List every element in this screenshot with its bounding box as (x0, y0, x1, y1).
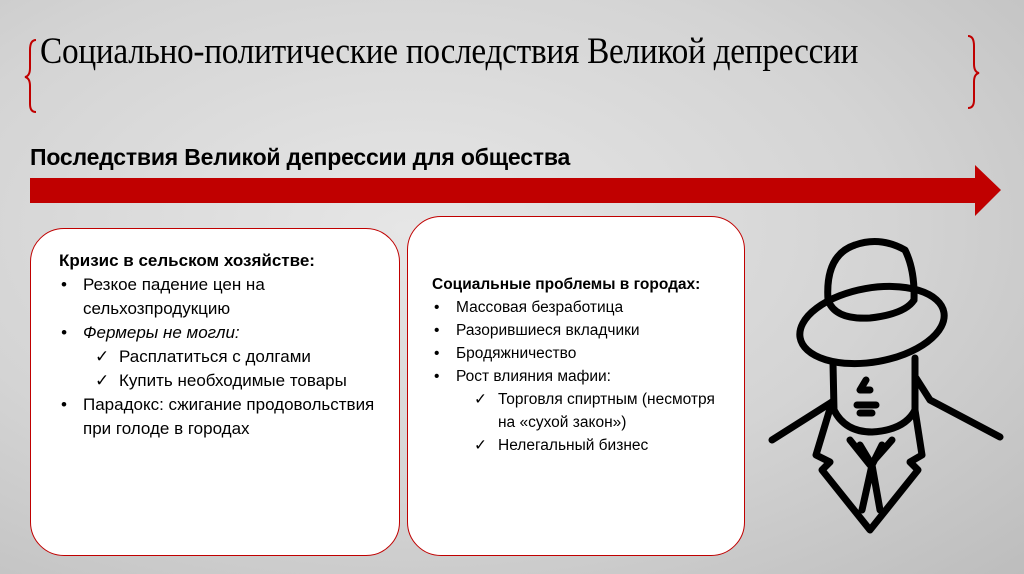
list-item: • Фермеры не могли: (59, 321, 381, 345)
check-icon: ✓ (474, 391, 487, 408)
urban-problems-card (407, 216, 745, 556)
check-item-text: Купить необходимые товары (119, 371, 347, 390)
page-title: Социально-политические последствия Великой депрессии (40, 31, 859, 72)
check-item (59, 345, 381, 369)
check-icon: ✓ (95, 347, 110, 366)
right-brace-icon (968, 36, 979, 108)
man-in-hat-icon (772, 241, 1000, 530)
check-icon: ✓ (474, 437, 487, 454)
check-item-text: Торговля спиртным (несмотря на «сухой закон») (498, 391, 715, 431)
section-subtitle: Последствия Великой депрессии для общества (30, 144, 571, 170)
check-icon: ✓ (95, 371, 110, 390)
agriculture-crisis-card (30, 228, 400, 556)
list-item: • Разорившиеся вкладчики (432, 319, 730, 342)
list-item: • Массовая безработица (432, 296, 730, 319)
list-item: • Парадокс: сжигание продовольствия при голоде в городах (59, 393, 381, 441)
card-heading: Социальные проблемы в городах: (432, 276, 701, 293)
card-heading: Кризис в сельском хозяйстве: (59, 251, 315, 270)
check-item (432, 434, 730, 457)
red-arrow (30, 165, 1001, 216)
check-item (59, 369, 381, 393)
check-item (432, 388, 730, 434)
left-brace-icon (25, 40, 36, 112)
check-item-text: Расплатиться с долгами (119, 347, 311, 366)
list-item: • Рост влияния мафии: (432, 365, 730, 388)
list-item: • Резкое падение цен на сельхозпродукцию (59, 273, 381, 321)
check-item-text: Нелегальный бизнес (498, 437, 649, 454)
list-item: • Бродяжничество (432, 342, 730, 365)
